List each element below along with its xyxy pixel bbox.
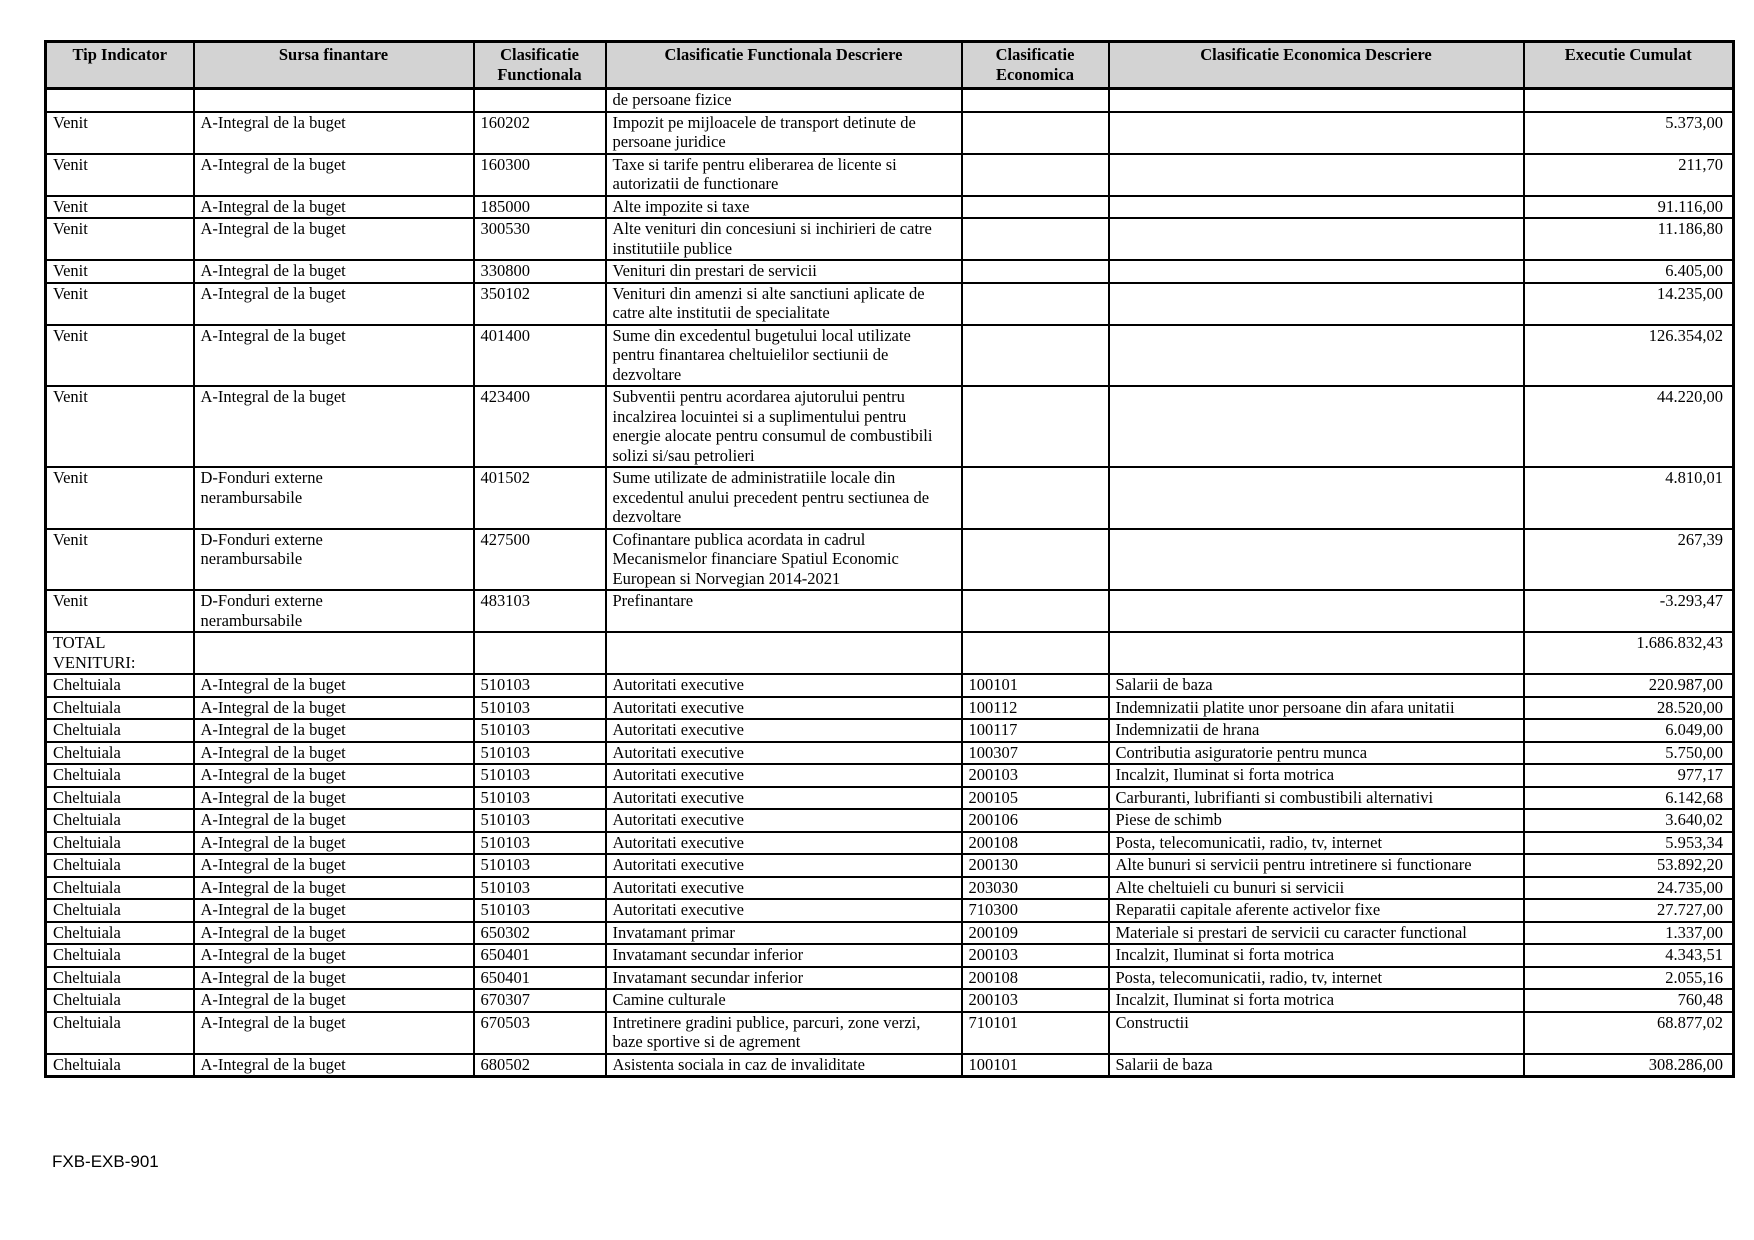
cell-clasificatie-functionala: 510103 (474, 899, 606, 922)
cell-clasificatie-economica (962, 154, 1109, 196)
column-header-clasificatie-functionala-descriere: Clasificatie Functionala Descriere (606, 42, 962, 89)
cell-clasificatie-functionala-descriere: Sume utilizate de administratiile locale din excedentul anului precedent pentru sectiunea de dezvoltare (606, 467, 962, 529)
cell-tip-indicator: Venit (46, 529, 194, 591)
cell-clasificatie-economica: 710101 (962, 1012, 1109, 1054)
cell-clasificatie-functionala-descriere (606, 632, 962, 674)
cell-clasificatie-economica-descriere (1109, 283, 1524, 325)
cell-executie-cumulat: 4.343,51 (1524, 944, 1734, 967)
cell-clasificatie-functionala: 650401 (474, 944, 606, 967)
table-row (46, 260, 1734, 283)
cell-clasificatie-functionala-descriere: Venituri din prestari de servicii (606, 260, 962, 283)
cell-clasificatie-economica-descriere (1109, 632, 1524, 674)
table-row (46, 283, 1734, 325)
cell-clasificatie-economica-descriere (1109, 529, 1524, 591)
cell-tip-indicator: Venit (46, 325, 194, 387)
cell-clasificatie-economica-descriere: Incalzit, Iluminat si forta motrica (1109, 989, 1524, 1012)
cell-clasificatie-functionala (474, 632, 606, 674)
cell-tip-indicator: Venit (46, 260, 194, 283)
cell-clasificatie-functionala-descriere: Autoritati executive (606, 742, 962, 765)
cell-clasificatie-functionala: 650401 (474, 967, 606, 990)
cell-clasificatie-economica-descriere: Incalzit, Iluminat si forta motrica (1109, 764, 1524, 787)
cell-clasificatie-functionala-descriere: Intretinere gradini publice, parcuri, zone verzi, baze sportive si de agrement (606, 1012, 962, 1054)
cell-executie-cumulat: 14.235,00 (1524, 283, 1734, 325)
table-row (46, 809, 1734, 832)
cell-clasificatie-functionala (474, 89, 606, 112)
cell-clasificatie-functionala-descriere: Autoritati executive (606, 697, 962, 720)
cell-clasificatie-economica-descriere: Alte cheltuieli cu bunuri si servicii (1109, 877, 1524, 900)
cell-clasificatie-functionala-descriere: Impozit pe mijloacele de transport detinute de persoane juridice (606, 112, 962, 154)
cell-clasificatie-functionala: 510103 (474, 787, 606, 810)
cell-tip-indicator: Venit (46, 218, 194, 260)
cell-executie-cumulat: 68.877,02 (1524, 1012, 1734, 1054)
cell-tip-indicator: Cheltuiala (46, 1054, 194, 1077)
cell-clasificatie-economica-descriere: Constructii (1109, 1012, 1524, 1054)
cell-clasificatie-economica-descriere (1109, 196, 1524, 219)
cell-sursa-finantare: A-Integral de la buget (194, 325, 474, 387)
cell-clasificatie-economica (962, 467, 1109, 529)
cell-tip-indicator: Venit (46, 386, 194, 467)
cell-executie-cumulat: 6.142,68 (1524, 787, 1734, 810)
cell-clasificatie-functionala-descriere: Autoritati executive (606, 854, 962, 877)
cell-clasificatie-economica (962, 283, 1109, 325)
cell-executie-cumulat: 4.810,01 (1524, 467, 1734, 529)
cell-tip-indicator: Cheltuiala (46, 832, 194, 855)
column-header-clasificatie-economica: Clasificatie Economica (962, 42, 1109, 89)
cell-clasificatie-economica (962, 260, 1109, 283)
cell-clasificatie-economica: 100112 (962, 697, 1109, 720)
table-row (46, 1054, 1734, 1077)
cell-clasificatie-functionala: 510103 (474, 832, 606, 855)
table-row (46, 529, 1734, 591)
table-row (46, 944, 1734, 967)
cell-clasificatie-economica-descriere (1109, 467, 1524, 529)
report-code: FXB-EXB-901 (52, 1152, 159, 1171)
table-row (46, 967, 1734, 990)
cell-tip-indicator: TOTAL VENITURI: (46, 632, 194, 674)
cell-executie-cumulat: 1.337,00 (1524, 922, 1734, 945)
cell-sursa-finantare: A-Integral de la buget (194, 787, 474, 810)
table-row (46, 112, 1734, 154)
cell-executie-cumulat: 1.686.832,43 (1524, 632, 1734, 674)
cell-sursa-finantare: A-Integral de la buget (194, 196, 474, 219)
header-row (46, 42, 1734, 89)
cell-executie-cumulat: 760,48 (1524, 989, 1734, 1012)
cell-clasificatie-economica-descriere: Contributia asiguratorie pentru munca (1109, 742, 1524, 765)
cell-sursa-finantare: A-Integral de la buget (194, 719, 474, 742)
table-row (46, 989, 1734, 1012)
cell-clasificatie-functionala: 670503 (474, 1012, 606, 1054)
cell-clasificatie-economica-descriere: Piese de schimb (1109, 809, 1524, 832)
cell-executie-cumulat: 267,39 (1524, 529, 1734, 591)
cell-clasificatie-functionala-descriere: Autoritati executive (606, 877, 962, 900)
cell-clasificatie-functionala-descriere: Invatamant secundar inferior (606, 967, 962, 990)
cell-executie-cumulat: 53.892,20 (1524, 854, 1734, 877)
cell-clasificatie-economica (962, 218, 1109, 260)
cell-tip-indicator: Cheltuiala (46, 697, 194, 720)
cell-clasificatie-economica: 710300 (962, 899, 1109, 922)
cell-clasificatie-functionala: 650302 (474, 922, 606, 945)
cell-clasificatie-economica (962, 196, 1109, 219)
cell-clasificatie-economica: 200108 (962, 832, 1109, 855)
cell-sursa-finantare: A-Integral de la buget (194, 674, 474, 697)
table-row (46, 218, 1734, 260)
cell-clasificatie-economica: 200103 (962, 764, 1109, 787)
cell-clasificatie-functionala: 160202 (474, 112, 606, 154)
cell-clasificatie-functionala-descriere: Asistenta sociala in caz de invaliditate (606, 1054, 962, 1077)
cell-clasificatie-economica-descriere: Materiale si prestari de servicii cu caracter functional (1109, 922, 1524, 945)
cell-executie-cumulat: 3.640,02 (1524, 809, 1734, 832)
cell-tip-indicator: Cheltuiala (46, 899, 194, 922)
cell-tip-indicator: Cheltuiala (46, 809, 194, 832)
cell-clasificatie-functionala: 680502 (474, 1054, 606, 1077)
cell-sursa-finantare: A-Integral de la buget (194, 922, 474, 945)
cell-executie-cumulat: 28.520,00 (1524, 697, 1734, 720)
table-row (46, 832, 1734, 855)
cell-sursa-finantare: A-Integral de la buget (194, 944, 474, 967)
cell-clasificatie-functionala-descriere: Invatamant primar (606, 922, 962, 945)
cell-clasificatie-functionala-descriere: Sume din excedentul bugetului local utilizate pentru finantarea cheltuielilor sectiunii de dezvoltare (606, 325, 962, 387)
cell-clasificatie-functionala-descriere: Camine culturale (606, 989, 962, 1012)
cell-sursa-finantare: A-Integral de la buget (194, 742, 474, 765)
table-row (46, 154, 1734, 196)
cell-clasificatie-functionala-descriere: Invatamant secundar inferior (606, 944, 962, 967)
cell-clasificatie-functionala-descriere: Autoritati executive (606, 674, 962, 697)
cell-clasificatie-economica-descriere: Reparatii capitale aferente activelor fixe (1109, 899, 1524, 922)
cell-executie-cumulat: -3.293,47 (1524, 590, 1734, 632)
column-header-clasificatie-economica-descriere: Clasificatie Economica Descriere (1109, 42, 1524, 89)
table-row (46, 764, 1734, 787)
cell-sursa-finantare (194, 632, 474, 674)
cell-clasificatie-functionala: 330800 (474, 260, 606, 283)
cell-executie-cumulat: 2.055,16 (1524, 967, 1734, 990)
cell-executie-cumulat: 220.987,00 (1524, 674, 1734, 697)
cell-executie-cumulat: 91.116,00 (1524, 196, 1734, 219)
cell-tip-indicator: Cheltuiala (46, 742, 194, 765)
cell-clasificatie-economica-descriere (1109, 89, 1524, 112)
cell-tip-indicator: Cheltuiala (46, 877, 194, 900)
cell-clasificatie-functionala-descriere: Venituri din amenzi si alte sanctiuni aplicate de catre alte institutii de specialitate (606, 283, 962, 325)
cell-executie-cumulat: 11.186,80 (1524, 218, 1734, 260)
cell-executie-cumulat: 5.373,00 (1524, 112, 1734, 154)
cell-executie-cumulat (1524, 89, 1734, 112)
cell-clasificatie-economica (962, 386, 1109, 467)
table-header (46, 42, 1734, 89)
table-row (46, 590, 1734, 632)
cell-sursa-finantare (194, 89, 474, 112)
cell-tip-indicator: Cheltuiala (46, 719, 194, 742)
cell-sursa-finantare: A-Integral de la buget (194, 967, 474, 990)
cell-tip-indicator: Venit (46, 154, 194, 196)
cell-clasificatie-economica-descriere: Alte bunuri si servicii pentru intretinere si functionare (1109, 854, 1524, 877)
cell-clasificatie-functionala: 670307 (474, 989, 606, 1012)
table-row (46, 899, 1734, 922)
table-row (46, 196, 1734, 219)
cell-clasificatie-functionala: 401400 (474, 325, 606, 387)
cell-clasificatie-functionala: 300530 (474, 218, 606, 260)
cell-clasificatie-functionala-descriere: de persoane fizice (606, 89, 962, 112)
budget-execution-table (44, 40, 1735, 1078)
cell-clasificatie-economica (962, 325, 1109, 387)
cell-clasificatie-functionala-descriere: Autoritati executive (606, 764, 962, 787)
cell-executie-cumulat: 24.735,00 (1524, 877, 1734, 900)
cell-clasificatie-functionala-descriere: Autoritati executive (606, 787, 962, 810)
cell-clasificatie-functionala-descriere: Subventii pentru acordarea ajutorului pentru incalzirea locuintei si a suplimentului pentru energie alocate pentru consumul de combustibili solizi si/sau petrolieri (606, 386, 962, 467)
cell-sursa-finantare: D-Fonduri externe nerambursabile (194, 467, 474, 529)
cell-sursa-finantare: A-Integral de la buget (194, 899, 474, 922)
cell-clasificatie-functionala: 160300 (474, 154, 606, 196)
cell-clasificatie-economica-descriere (1109, 154, 1524, 196)
cell-tip-indicator: Cheltuiala (46, 787, 194, 810)
cell-clasificatie-economica (962, 112, 1109, 154)
cell-clasificatie-economica: 200103 (962, 944, 1109, 967)
column-header-executie-cumulat: Executie Cumulat (1524, 42, 1734, 89)
table-row (46, 1012, 1734, 1054)
cell-executie-cumulat: 6.405,00 (1524, 260, 1734, 283)
cell-tip-indicator: Venit (46, 283, 194, 325)
cell-clasificatie-functionala: 510103 (474, 719, 606, 742)
cell-tip-indicator: Venit (46, 112, 194, 154)
cell-clasificatie-functionala: 510103 (474, 877, 606, 900)
cell-tip-indicator: Venit (46, 196, 194, 219)
cell-clasificatie-economica-descriere: Salarii de baza (1109, 674, 1524, 697)
cell-clasificatie-economica: 200106 (962, 809, 1109, 832)
cell-clasificatie-functionala: 510103 (474, 697, 606, 720)
cell-clasificatie-functionala-descriere: Alte impozite si taxe (606, 196, 962, 219)
cell-executie-cumulat: 44.220,00 (1524, 386, 1734, 467)
cell-sursa-finantare: A-Integral de la buget (194, 218, 474, 260)
cell-clasificatie-economica (962, 89, 1109, 112)
cell-clasificatie-economica: 200108 (962, 967, 1109, 990)
table-row (46, 742, 1734, 765)
table-row (46, 719, 1734, 742)
cell-tip-indicator: Cheltuiala (46, 967, 194, 990)
table-row (46, 325, 1734, 387)
cell-tip-indicator: Cheltuiala (46, 922, 194, 945)
cell-clasificatie-functionala: 350102 (474, 283, 606, 325)
cell-clasificatie-economica (962, 590, 1109, 632)
cell-clasificatie-functionala: 510103 (474, 764, 606, 787)
cell-clasificatie-economica: 100101 (962, 1054, 1109, 1077)
cell-clasificatie-economica-descriere (1109, 218, 1524, 260)
cell-clasificatie-economica (962, 632, 1109, 674)
cell-clasificatie-functionala-descriere: Taxe si tarife pentru eliberarea de licente si autorizatii de functionare (606, 154, 962, 196)
cell-clasificatie-functionala: 423400 (474, 386, 606, 467)
cell-sursa-finantare: A-Integral de la buget (194, 764, 474, 787)
cell-tip-indicator: Cheltuiala (46, 989, 194, 1012)
cell-clasificatie-economica-descriere: Posta, telecomunicatii, radio, tv, internet (1109, 967, 1524, 990)
cell-executie-cumulat: 27.727,00 (1524, 899, 1734, 922)
cell-sursa-finantare: A-Integral de la buget (194, 260, 474, 283)
cell-clasificatie-functionala: 510103 (474, 854, 606, 877)
cell-tip-indicator: Venit (46, 590, 194, 632)
cell-tip-indicator: Cheltuiala (46, 854, 194, 877)
cell-clasificatie-functionala-descriere: Cofinantare publica acordata in cadrul Mecanismelor financiare Spatiul Economic European si Norvegian 2014-2021 (606, 529, 962, 591)
cell-sursa-finantare: A-Integral de la buget (194, 112, 474, 154)
table-row (46, 787, 1734, 810)
cell-clasificatie-economica: 100101 (962, 674, 1109, 697)
cell-clasificatie-economica-descriere: Indemnizatii de hrana (1109, 719, 1524, 742)
cell-clasificatie-functionala-descriere: Autoritati executive (606, 832, 962, 855)
cell-sursa-finantare: A-Integral de la buget (194, 154, 474, 196)
cell-clasificatie-economica-descriere: Incalzit, Iluminat si forta motrica (1109, 944, 1524, 967)
cell-executie-cumulat: 211,70 (1524, 154, 1734, 196)
cell-tip-indicator: Venit (46, 467, 194, 529)
cell-sursa-finantare: A-Integral de la buget (194, 697, 474, 720)
cell-tip-indicator: Cheltuiala (46, 764, 194, 787)
cell-tip-indicator: Cheltuiala (46, 674, 194, 697)
cell-clasificatie-economica (962, 529, 1109, 591)
cell-sursa-finantare: A-Integral de la buget (194, 809, 474, 832)
table-body (46, 89, 1734, 1077)
cell-clasificatie-functionala-descriere: Prefinantare (606, 590, 962, 632)
column-header-clasificatie-functionala: Clasificatie Functionala (474, 42, 606, 89)
cell-clasificatie-economica-descriere: Salarii de baza (1109, 1054, 1524, 1077)
cell-clasificatie-functionala: 427500 (474, 529, 606, 591)
table-row (46, 922, 1734, 945)
cell-sursa-finantare: A-Integral de la buget (194, 1012, 474, 1054)
cell-executie-cumulat: 5.953,34 (1524, 832, 1734, 855)
cell-clasificatie-economica-descriere (1109, 325, 1524, 387)
table-row (46, 854, 1734, 877)
cell-tip-indicator: Cheltuiala (46, 944, 194, 967)
cell-clasificatie-economica: 200109 (962, 922, 1109, 945)
cell-clasificatie-economica-descriere (1109, 590, 1524, 632)
cell-sursa-finantare: D-Fonduri externe nerambursabile (194, 590, 474, 632)
table-row (46, 674, 1734, 697)
cell-clasificatie-functionala-descriere: Autoritati executive (606, 719, 962, 742)
table-row (46, 386, 1734, 467)
cell-tip-indicator: Cheltuiala (46, 1012, 194, 1054)
cell-sursa-finantare: A-Integral de la buget (194, 877, 474, 900)
cell-sursa-finantare: A-Integral de la buget (194, 854, 474, 877)
table-row (46, 697, 1734, 720)
cell-executie-cumulat: 977,17 (1524, 764, 1734, 787)
cell-clasificatie-economica-descriere (1109, 260, 1524, 283)
table-row (46, 89, 1734, 112)
cell-executie-cumulat: 6.049,00 (1524, 719, 1734, 742)
cell-clasificatie-economica-descriere (1109, 112, 1524, 154)
cell-clasificatie-economica: 200103 (962, 989, 1109, 1012)
cell-clasificatie-economica: 203030 (962, 877, 1109, 900)
cell-sursa-finantare: A-Integral de la buget (194, 283, 474, 325)
column-header-sursa-finantare: Sursa finantare (194, 42, 474, 89)
cell-clasificatie-economica-descriere (1109, 386, 1524, 467)
cell-sursa-finantare: D-Fonduri externe nerambursabile (194, 529, 474, 591)
cell-clasificatie-economica: 200130 (962, 854, 1109, 877)
cell-clasificatie-functionala-descriere: Autoritati executive (606, 899, 962, 922)
cell-clasificatie-functionala: 483103 (474, 590, 606, 632)
cell-executie-cumulat: 126.354,02 (1524, 325, 1734, 387)
cell-clasificatie-functionala: 510103 (474, 742, 606, 765)
cell-clasificatie-economica: 100307 (962, 742, 1109, 765)
cell-clasificatie-functionala: 401502 (474, 467, 606, 529)
cell-clasificatie-functionala: 510103 (474, 809, 606, 832)
cell-clasificatie-functionala: 510103 (474, 674, 606, 697)
cell-sursa-finantare: A-Integral de la buget (194, 1054, 474, 1077)
cell-clasificatie-functionala-descriere: Autoritati executive (606, 809, 962, 832)
table-row (46, 632, 1734, 674)
cell-clasificatie-economica: 200105 (962, 787, 1109, 810)
cell-sursa-finantare: A-Integral de la buget (194, 386, 474, 467)
cell-clasificatie-economica: 100117 (962, 719, 1109, 742)
cell-executie-cumulat: 308.286,00 (1524, 1054, 1734, 1077)
cell-clasificatie-economica-descriere: Carburanti, lubrifianti si combustibili alternativi (1109, 787, 1524, 810)
cell-executie-cumulat: 5.750,00 (1524, 742, 1734, 765)
table-row (46, 467, 1734, 529)
cell-clasificatie-functionala: 185000 (474, 196, 606, 219)
cell-tip-indicator (46, 89, 194, 112)
cell-clasificatie-economica-descriere: Posta, telecomunicatii, radio, tv, internet (1109, 832, 1524, 855)
cell-clasificatie-functionala-descriere: Alte venituri din concesiuni si inchirieri de catre institutiile publice (606, 218, 962, 260)
cell-sursa-finantare: A-Integral de la buget (194, 832, 474, 855)
cell-sursa-finantare: A-Integral de la buget (194, 989, 474, 1012)
table-row (46, 877, 1734, 900)
column-header-tip-indicator: Tip Indicator (46, 42, 194, 89)
cell-clasificatie-economica-descriere: Indemnizatii platite unor persoane din afara unitatii (1109, 697, 1524, 720)
